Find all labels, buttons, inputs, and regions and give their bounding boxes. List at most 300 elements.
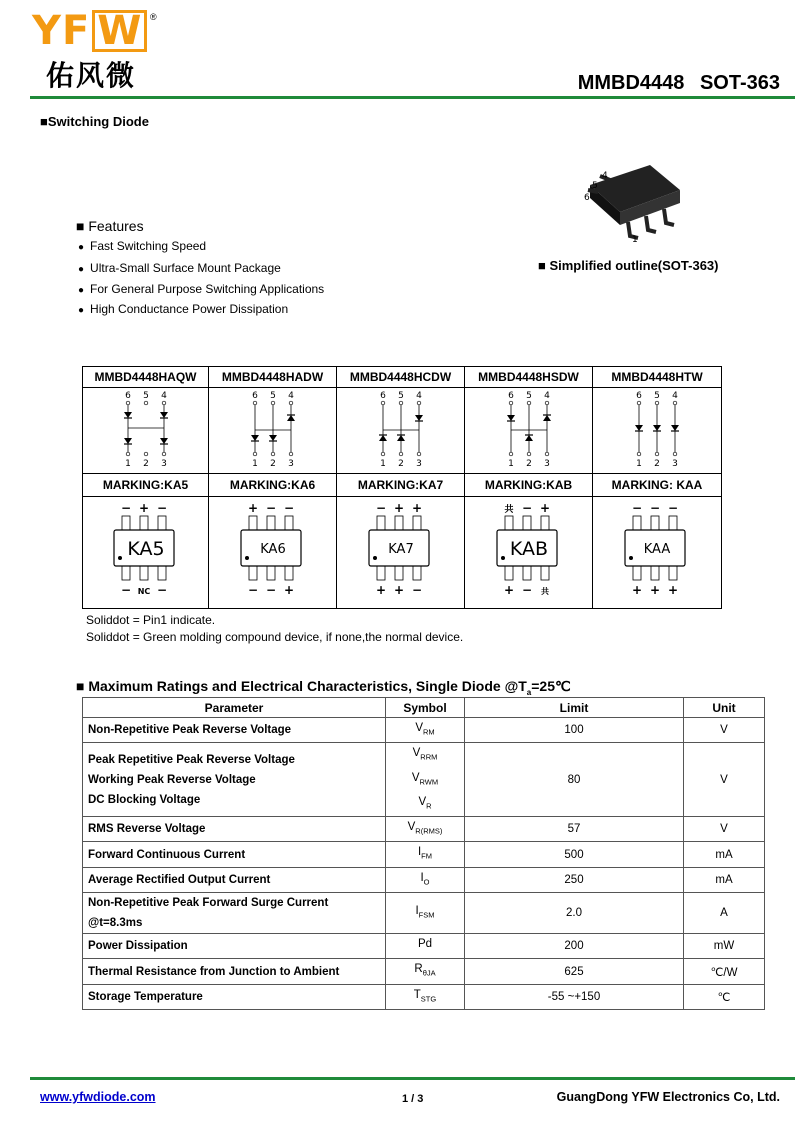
diode-symbol: [525, 435, 533, 441]
variant-name: MMBD4448HTW: [593, 367, 722, 388]
pin-number-top: 5: [142, 391, 149, 401]
marking-table: [82, 366, 722, 609]
limit-cell: 500: [465, 842, 684, 867]
chip-lead-top: [249, 516, 257, 530]
chip-marking-drawing: [597, 500, 717, 600]
chip-cell: [593, 497, 722, 609]
pin-terminal: [417, 401, 421, 405]
chip-lead-top: [395, 516, 403, 530]
parameter-text: Average Rectified Output Current: [88, 873, 271, 886]
diode-symbol: [160, 412, 168, 418]
chip-lead-bottom: [523, 566, 531, 580]
chip-lead-bottom: [267, 566, 275, 580]
pin-terminal: [381, 452, 385, 456]
ratings-row: [83, 718, 765, 743]
pin-number-bottom: 1: [379, 459, 386, 468]
chip-lead-bottom: [395, 566, 403, 580]
pin-terminal: [655, 401, 659, 405]
section-heading: ■Switching Diode: [40, 114, 149, 129]
pin-number-bottom: 1: [507, 459, 514, 468]
parameter-cell: [83, 934, 386, 959]
chip-lead-top: [122, 516, 130, 530]
company-logo: [32, 10, 147, 52]
parameter-text: Forward Continuous Current: [88, 848, 246, 861]
symbol-main: V: [418, 795, 427, 808]
symbol-main: R: [414, 963, 423, 976]
ratings-title-sub: a: [526, 687, 532, 697]
pin-terminal: [126, 401, 130, 405]
chip-lead-top: [158, 516, 166, 530]
pin-polarity-bottom: +: [631, 583, 643, 597]
pin-number-top: 4: [160, 391, 167, 401]
chip-lead-bottom: [633, 566, 641, 580]
symbol-cell: [386, 718, 465, 743]
pin-polarity-top: +: [411, 501, 422, 515]
company-name: GuangDong YFW Electronics Co, Ltd.: [556, 1090, 780, 1104]
unit-cell: mA: [684, 867, 765, 892]
pin-number-bottom: 1: [636, 459, 642, 468]
chip-cell: [465, 497, 593, 609]
parameter-cell: [83, 718, 386, 743]
ratings-body: [83, 718, 765, 1010]
ratings-row: [83, 934, 765, 959]
symbol-main: V: [415, 722, 423, 734]
diode-symbol: [415, 415, 423, 421]
schematic-diagram: [341, 388, 461, 468]
chip-lead-top: [541, 516, 549, 530]
pin-terminal: [144, 401, 148, 405]
symbol-subscript: RWM: [419, 776, 439, 786]
note-line: Soliddot = Green molding compound device, if none,the normal device.: [86, 630, 464, 644]
pin-terminal: [417, 452, 421, 456]
pin1-dot: [245, 556, 249, 560]
parameter-cell: [83, 867, 386, 892]
pin-number-top: 5: [654, 391, 660, 401]
pin-polarity-top: −: [521, 501, 532, 515]
pin-polarity-top: −: [265, 501, 276, 515]
pin1-dot: [373, 556, 377, 560]
chip-lead-bottom: [505, 566, 513, 580]
chip-marking-drawing: [86, 500, 206, 600]
pin1-dot: [501, 556, 505, 560]
chip-marking-text: KAB: [509, 538, 548, 560]
limit-cell: 625: [465, 959, 684, 984]
chip-marking-text: KA7: [387, 542, 414, 557]
pin-number-bottom: 3: [672, 459, 678, 468]
pin-number-top: 4: [543, 391, 550, 401]
symbol-subscript: θJA: [422, 968, 436, 978]
pin-terminal: [655, 452, 659, 456]
unit-cell: ℃: [684, 984, 765, 1009]
pin-number-top: 6: [124, 391, 131, 401]
pin-number-top: 6: [379, 391, 386, 401]
symbol-main: V: [411, 771, 420, 784]
diode-symbol: [124, 438, 132, 444]
chip-marking-text: KA6: [259, 542, 286, 557]
symbol-subscript: RM: [423, 727, 435, 737]
symbol: [391, 817, 459, 841]
parameter-text: RMS Reverse Voltage: [88, 823, 206, 836]
diode-symbol: [379, 435, 387, 441]
pin-terminal: [545, 401, 549, 405]
chip-lead-top: [651, 516, 659, 530]
package-pin-label: 4: [602, 171, 608, 181]
chip-marking-drawing: [469, 500, 589, 600]
logo-chinese-name: 佑风微: [46, 59, 137, 92]
pin-number-top: 6: [636, 391, 642, 401]
chip-lead-top: [669, 516, 677, 530]
parameter-text: Non-Repetitive Peak Forward Surge Current @t=8.3ms: [88, 897, 329, 930]
symbol-subscript: O: [423, 877, 430, 887]
schematic-diagram: [469, 388, 589, 468]
chip-lead-top: [633, 516, 641, 530]
pin-polarity-top: −: [156, 501, 167, 515]
pin-number-bottom: 2: [142, 459, 149, 468]
pin-number-bottom: 2: [654, 459, 660, 468]
chip-cell: [337, 497, 465, 609]
diode-symbol: [671, 425, 679, 431]
pin-number-bottom: 3: [543, 459, 550, 468]
symbol-main: Pd: [417, 938, 433, 951]
pin-terminal: [126, 452, 130, 456]
limit-cell: 80: [465, 743, 684, 817]
chip-lead-top: [267, 516, 275, 530]
chip-lead-bottom: [249, 566, 257, 580]
schematic-cell: [465, 388, 593, 474]
marking-label: MARKING: KAA: [593, 474, 722, 497]
pin-polarity-top: −: [649, 501, 661, 515]
diode-symbol: [160, 438, 168, 444]
chip-marking-text: KAA: [643, 542, 671, 557]
symbol-cell: [386, 817, 465, 842]
pin-terminal: [271, 452, 275, 456]
pin-number-bottom: 2: [525, 459, 532, 468]
symbol: [391, 901, 459, 925]
chip-lead-top: [413, 516, 421, 530]
symbol-subscript: STG: [420, 993, 437, 1003]
symbol-main: I: [417, 846, 422, 859]
chip-lead-bottom: [122, 566, 130, 580]
pin-polarity-bottom: +: [503, 583, 514, 597]
symbol-cell: [386, 959, 465, 984]
pin-polarity-top: −: [283, 501, 294, 515]
parameter-text: Power Dissipation: [88, 940, 188, 953]
pin-terminal: [289, 452, 293, 456]
chip-cell: [83, 497, 209, 609]
symbol-main: T: [413, 988, 421, 1001]
unit-cell: A: [684, 893, 765, 934]
parameter-cell: [83, 984, 386, 1009]
pin-number-bottom: 3: [160, 459, 167, 468]
pin-terminal: [637, 452, 641, 456]
pin-number-top: 4: [287, 391, 294, 401]
pin-terminal: [162, 401, 166, 405]
chip-marking-drawing: [213, 500, 333, 600]
header-divider: [30, 96, 795, 99]
package-pin-label: 6: [584, 193, 590, 203]
symbol-subscript: R(RMS): [415, 826, 443, 836]
pin-terminal: [673, 452, 677, 456]
sot363-package-image: [570, 150, 700, 245]
pin-terminal: [289, 401, 293, 405]
parameter-text: Peak Repetitive Peak Reverse Voltage: [88, 753, 295, 766]
parameter-text: Non-Repetitive Peak Reverse Voltage: [88, 724, 292, 737]
pin-polarity-top: −: [631, 501, 643, 515]
symbol-cell: [386, 934, 465, 959]
symbol-cell: [386, 743, 465, 817]
pin-polarity-top: +: [138, 501, 149, 515]
diode-symbol: [653, 425, 661, 431]
unit-cell: V: [684, 817, 765, 842]
unit-cell: V: [684, 718, 765, 743]
pin-polarity-bottom: −: [156, 583, 167, 597]
chip-lead-top: [285, 516, 293, 530]
pin-polarity-bottom: NC: [137, 587, 150, 596]
pin-polarity-bottom: −: [247, 583, 258, 597]
ratings-title-tail: =25℃: [531, 678, 571, 694]
registered-mark: ®: [150, 12, 157, 22]
pin-terminal: [509, 401, 513, 405]
website-link[interactable]: www.yfwdiode.com: [40, 1090, 156, 1104]
symbol-subscript: RRM: [420, 752, 438, 762]
schematic-cell: [593, 388, 722, 474]
part-title: MMBD4448 SOT-363: [577, 72, 780, 94]
pin1-dot: [118, 556, 122, 560]
pin-polarity-top: −: [375, 501, 386, 515]
pin-polarity-top: +: [539, 501, 550, 515]
pin-polarity-top: +: [247, 501, 258, 515]
schematic-cell: [83, 388, 209, 474]
variant-name: MMBD4448HCDW: [337, 367, 465, 388]
schematic-diagram: [86, 388, 206, 468]
parameter-text: DC Blocking Voltage: [88, 793, 201, 806]
symbol-main: I: [420, 871, 424, 884]
chip-marking-drawing: [341, 500, 461, 600]
footer-divider: [30, 1077, 795, 1080]
pin-polarity-top: +: [393, 501, 404, 515]
pin-polarity-bottom: −: [521, 583, 532, 597]
pin1-dot: [629, 556, 633, 560]
pin-polarity-bottom: +: [393, 583, 404, 597]
pin-number-top: 4: [672, 391, 678, 401]
symbol: [391, 934, 459, 958]
pin-number-top: 4: [415, 391, 422, 401]
note-line: Soliddot = Pin1 indicate.: [86, 613, 216, 627]
package-caption: ■ Simplified outline(SOT-363): [538, 258, 719, 273]
diode-symbol: [397, 435, 405, 441]
pin-number-top: 5: [525, 391, 532, 401]
limit-cell: 200: [465, 934, 684, 959]
limit-cell: 2.0: [465, 893, 684, 934]
ratings-row: [83, 867, 765, 892]
pin-terminal: [253, 452, 257, 456]
pin-number-bottom: 1: [124, 459, 131, 468]
symbol-main: I: [415, 904, 419, 917]
column-header: Limit: [465, 698, 684, 718]
diode-symbol: [635, 425, 643, 431]
chip-lead-bottom: [651, 566, 659, 580]
pin-number-top: 5: [397, 391, 404, 401]
pin-polarity-top: −: [667, 501, 679, 515]
marking-label: MARKING:KAB: [465, 474, 593, 497]
diode-symbol: [507, 415, 515, 421]
ratings-title: [76, 678, 571, 697]
chip-lead-bottom: [377, 566, 385, 580]
pin-polarity-bottom: −: [265, 583, 276, 597]
pin-polarity-bottom: +: [667, 583, 679, 597]
pin-terminal: [527, 452, 531, 456]
marking-label: MARKING:KA7: [337, 474, 465, 497]
pin-terminal: [144, 452, 148, 456]
pin-polarity-bottom: −: [120, 583, 131, 597]
chip-marking-text: KA5: [126, 538, 165, 560]
chip-lead-bottom: [413, 566, 421, 580]
chip-lead-bottom: [158, 566, 166, 580]
limit-cell: -55 ~+150: [465, 984, 684, 1009]
symbol: [391, 792, 459, 816]
chip-lead-top: [377, 516, 385, 530]
parameter-text: Storage Temperature: [88, 990, 203, 1003]
symbol-subscript: FSM: [418, 910, 435, 920]
symbol: [391, 842, 459, 866]
limit-cell: 250: [465, 867, 684, 892]
diode-symbol: [269, 435, 277, 441]
schematic-diagram: [213, 388, 333, 468]
diode-symbol: [287, 415, 295, 421]
feature-item: ● Fast Switching Speed: [78, 239, 206, 253]
symbol-cell: [386, 984, 465, 1009]
parameter-cell: [83, 743, 386, 817]
unit-cell: mW: [684, 934, 765, 959]
pin-number-bottom: 2: [397, 459, 404, 468]
pin-terminal: [527, 401, 531, 405]
ratings-row: [83, 959, 765, 984]
chip-lead-bottom: [285, 566, 293, 580]
marking-label: MARKING:KA6: [209, 474, 337, 497]
feature-item: ● Ultra-Small Surface Mount Package: [78, 261, 281, 275]
parameter-cell: [83, 842, 386, 867]
pin-polarity-bottom: +: [375, 583, 386, 597]
pin-number-bottom: 2: [269, 459, 276, 468]
parameter-cell: [83, 959, 386, 984]
pin-terminal: [673, 401, 677, 405]
ratings-title-text: ■ Maximum Ratings and Electrical Characteristics, Single Diode @T: [76, 678, 527, 694]
unit-cell: V: [684, 743, 765, 817]
feature-item: ● For General Purpose Switching Applications: [78, 282, 324, 296]
pin-polarity-bottom: −: [411, 583, 422, 597]
pin-number-top: 6: [251, 391, 258, 401]
symbol: [391, 768, 459, 792]
chip-lead-top: [505, 516, 513, 530]
limit-cell: 100: [465, 718, 684, 743]
package-pin-label: 5: [592, 181, 598, 191]
pin-terminal: [637, 401, 641, 405]
ratings-table: [82, 697, 765, 1010]
ratings-row: [83, 817, 765, 842]
schematic-cell: [337, 388, 465, 474]
pin-terminal: [399, 401, 403, 405]
pin-terminal: [399, 452, 403, 456]
symbol-cell: [386, 842, 465, 867]
pin-polarity-bottom: +: [649, 583, 661, 597]
parameter-cell: [83, 817, 386, 842]
column-header: Parameter: [83, 698, 386, 718]
chip-lead-bottom: [669, 566, 677, 580]
features-title: ■ Features: [76, 218, 144, 234]
pin-polarity-top: 共: [503, 505, 514, 515]
pin-number-top: 5: [269, 391, 276, 401]
pin-terminal: [509, 452, 513, 456]
variant-name: MMBD4448HSDW: [465, 367, 593, 388]
ratings-row: [83, 743, 765, 817]
pin-number-top: 6: [507, 391, 514, 401]
symbol-main: V: [407, 821, 416, 834]
unit-cell: mA: [684, 842, 765, 867]
schematic-cell: [209, 388, 337, 474]
symbol-cell: [386, 867, 465, 892]
diode-symbol: [251, 435, 259, 441]
symbol-main: V: [412, 747, 421, 760]
ratings-row: [83, 842, 765, 867]
pin-polarity-top: −: [120, 501, 131, 515]
pin-polarity-bottom: +: [283, 583, 294, 597]
pin-terminal: [162, 452, 166, 456]
logo-latin: YF: [32, 8, 91, 54]
symbol: [391, 743, 459, 767]
variant-name: MMBD4448HADW: [209, 367, 337, 388]
chip-lead-top: [140, 516, 148, 530]
column-header: Symbol: [386, 698, 465, 718]
pin-number-bottom: 3: [415, 459, 422, 468]
unit-cell: ℃/W: [684, 959, 765, 984]
pin-terminal: [381, 401, 385, 405]
symbol: [391, 868, 459, 892]
chip-lead-top: [523, 516, 531, 530]
symbol-subscript: R: [426, 801, 432, 811]
parameter-cell: [83, 893, 386, 934]
parameter-text: Working Peak Reverse Voltage: [88, 773, 256, 786]
variant-name: MMBD4448HAQW: [83, 367, 209, 388]
pin-terminal: [545, 452, 549, 456]
feature-item: ● High Conductance Power Dissipation: [78, 302, 288, 316]
chip-cell: [209, 497, 337, 609]
ratings-row: [83, 893, 765, 934]
symbol: [391, 985, 459, 1009]
marking-label: MARKING:KA5: [83, 474, 209, 497]
column-header: Unit: [684, 698, 765, 718]
chip-lead-bottom: [541, 566, 549, 580]
schematic-diagram: [597, 388, 717, 468]
logo-boxed-letter: W: [92, 10, 147, 52]
diode-symbol: [543, 415, 551, 421]
diode-symbol: [124, 412, 132, 418]
parameter-text: Thermal Resistance from Junction to Ambient: [88, 965, 340, 978]
chip-lead-bottom: [140, 566, 148, 580]
pin-terminal: [271, 401, 275, 405]
package-pin-label: 1: [632, 235, 638, 245]
symbol-cell: [386, 893, 465, 934]
ratings-row: [83, 984, 765, 1009]
symbol: [391, 718, 459, 742]
pin-terminal: [253, 401, 257, 405]
limit-cell: 57: [465, 817, 684, 842]
symbol-subscript: FM: [421, 851, 433, 861]
pin-number-bottom: 1: [251, 459, 258, 468]
symbol: [391, 959, 459, 983]
pin-polarity-bottom: 共: [540, 587, 549, 596]
page-number: 1 / 3: [402, 1093, 424, 1105]
pin-number-bottom: 3: [287, 459, 294, 468]
